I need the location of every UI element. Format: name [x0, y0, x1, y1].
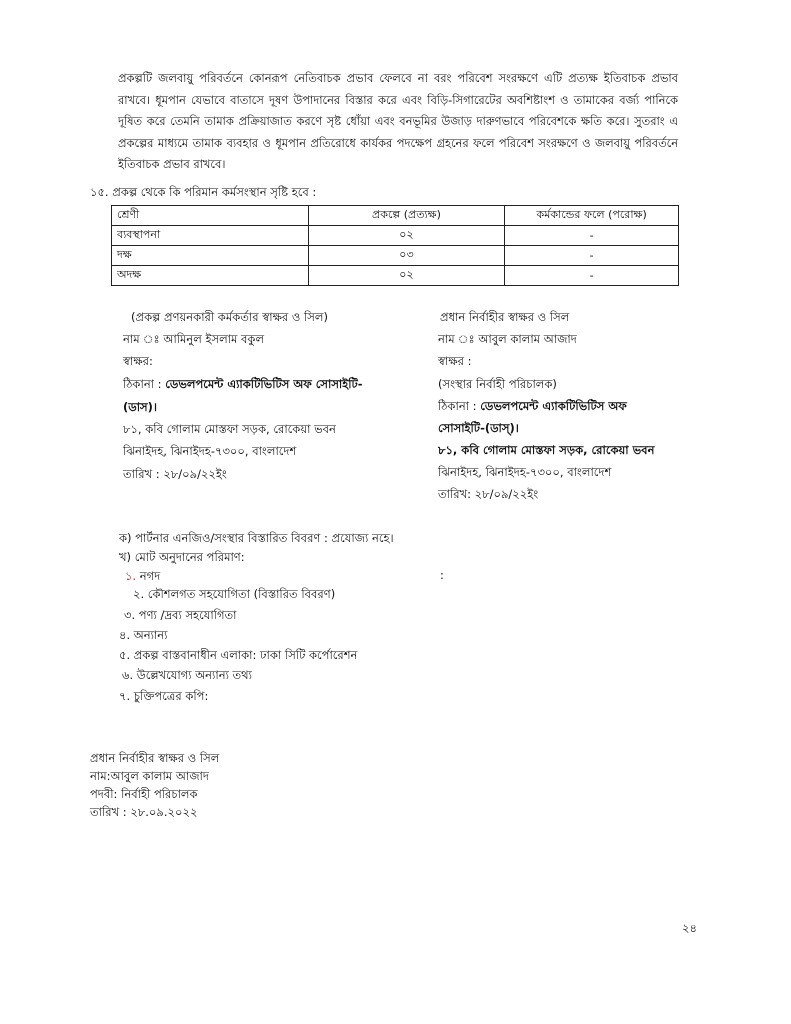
left-sig-sign: স্বাক্ষর:: [123, 354, 153, 368]
left-sig-title: (প্রকল্প প্রণয়নকারী কর্মকর্তার স্বাক্ষর ও সিল): [131, 310, 328, 324]
right-sig-address: [438, 398, 627, 417]
right-sig-address-line: ৮১, কবি গোলাম মোস্তফা সড়ক, রোকেয়া ভবন: [438, 443, 655, 457]
section-15-heading: ১৫. প্রকল্প থেকে কি পরিমান কর্মসংস্থান সৃষ্টি হবে :: [90, 185, 317, 199]
page-number: ২৪: [682, 921, 697, 935]
list-item-ka: ক) পার্টনার এনজিও/সংস্থার বিস্তারিত বিবরণ : প্রযোজ্য নহে।: [119, 531, 394, 545]
table-cell: অদক্ষ: [112, 266, 309, 286]
right-sig-designation: (সংস্থার নির্বাহী পরিচালক): [438, 377, 557, 391]
left-sig-address-line: ৮১, কবি গোলাম মোস্তফা সড়ক, রোকেয়া ভবন: [123, 422, 336, 436]
left-sig-address: [123, 376, 363, 395]
table-cell: ব্যবস্থাপনা: [112, 226, 309, 246]
address-org: ডেভলপমেন্ট এ্যাকটিভিটিস অফ: [480, 399, 627, 413]
list-item-1: [125, 568, 160, 587]
right-sig-org2: সোসাইটি-(ডাস্)।: [438, 421, 519, 435]
list-text: নগদ: [136, 569, 161, 583]
table-header-row: [112, 206, 679, 226]
table-cell: ০২: [308, 226, 505, 246]
bottom-sig-designation: পদবী: নির্বাহী পরিচালক: [90, 787, 198, 801]
employment-table: [111, 205, 679, 286]
left-sig-name: নাম ঃ আমিনুল ইসলাম বকুল: [123, 332, 265, 346]
table-cell: -: [505, 246, 679, 266]
table-row: [112, 246, 679, 266]
bottom-sig-title: প্রধান নির্বাহীর স্বাক্ষর ও সিল: [90, 751, 220, 765]
address-label: ঠিকানা :: [123, 377, 166, 391]
list-item-2: ২. কৌশলগত সহযোগিতা (বিস্তারিত বিবরণ): [133, 587, 336, 601]
bottom-sig-date: তারিখ : ২৮.০৯.২০২২: [90, 805, 198, 819]
left-sig-city: ঝিনাইদহ, ঝিনাইদহ-৭৩০০, বাংলাদেশ: [123, 444, 297, 458]
list-item-4: ৪. অন্যান্য: [119, 628, 168, 642]
left-sig-org2: (ডাস)।: [123, 400, 158, 414]
list-item-5: ৫. প্রকল্প বাস্তবানাধীন এলাকা: ঢাকা সিটি কর্পোরেশন: [119, 648, 358, 662]
list-item-kha: খ) মোট অনুদানের পরিমাণ:: [119, 550, 245, 564]
list-item-7: ৭. চুক্তিপত্রের কপি:: [119, 689, 209, 703]
address-org: ডেভলপমেন্ট এ্যাকটিভিটিস অফ সোসাইটি-: [165, 377, 363, 391]
table-row: [112, 226, 679, 246]
table-cell: -: [505, 226, 679, 246]
table-cell: ০২: [308, 266, 505, 286]
right-sig-city: ঝিনাইদহ, ঝিনাইদহ-৭৩০০, বাংলাদেশ: [438, 465, 612, 479]
table-header: প্রকল্পে (প্রত্যক্ষ): [308, 206, 505, 226]
right-sig-name: নাম ঃ আবুল কালাম আজাদ: [438, 332, 577, 346]
table-header: শ্রেণী: [112, 206, 309, 226]
environment-paragraph: প্রকল্পটি জলবায়ু পরিবর্তনে কোনরূপ নেতিবাচক প্রভাব ফেলবে না বরং পরিবেশ সংরক্ষণে এটি প্রত্যক্ষ ইতিবাচক প্রভাব রাখবে। ধূমপান যেভাবে বাতাসে দূষণ উপাদানের বিস্তার করে এবং বিড়ি-সিগারেটের অবশিষ্টাংশ ও তামাকের বর্জ্য পানিকে দূষিত করে তেমনি তামাক প্রক্রিয়াজাত করণে সৃষ্ট ধোঁয়া এবং বনভূমির উজাড় দারুণভাবে পরিবেশকে ক্ষতি করে। সুতরাং এ প্রকল্পের মাধ্যমে তামাক ব্যবহার ও ধূমপান প্রতিরোধে কার্যকর পদক্ষেপ গ্রহনের ফলে পরিবেশ সংরক্ষণে ও জলবায়ু পরিবর্তনে ইতিবাচক প্রভাব রাখবে।: [118, 71, 678, 171]
table-cell: ০৩: [308, 246, 505, 266]
right-sig-sign: স্বাক্ষর :: [438, 354, 472, 368]
list-item-1-colon: :: [440, 568, 444, 582]
table-row: [112, 266, 679, 286]
list-item-3: ৩. পণ্য /দ্রব্য সহযোগিতা: [124, 608, 237, 622]
table-cell: -: [505, 266, 679, 286]
right-sig-title: প্রধান নির্বাহীর স্বাক্ষর ও সিল: [440, 310, 570, 324]
list-item-6: ৬. উল্লেখযোগ্য অন্যান্য তথ্য: [122, 668, 252, 682]
list-number: ১.: [125, 569, 137, 583]
bottom-sig-name: নাম:আবুল কালাম আজাদ: [90, 769, 209, 783]
table-header: কর্মকান্ডের ফলে (পরোক্ষ): [505, 206, 679, 226]
right-sig-date: তারিখ: ২৮/০৯/২২ইং: [438, 487, 539, 501]
table-cell: দক্ষ: [112, 246, 309, 266]
address-label: ঠিকানা :: [438, 399, 481, 413]
left-sig-date: তারিখ : ২৮/০৯/২২ইং: [123, 467, 227, 481]
